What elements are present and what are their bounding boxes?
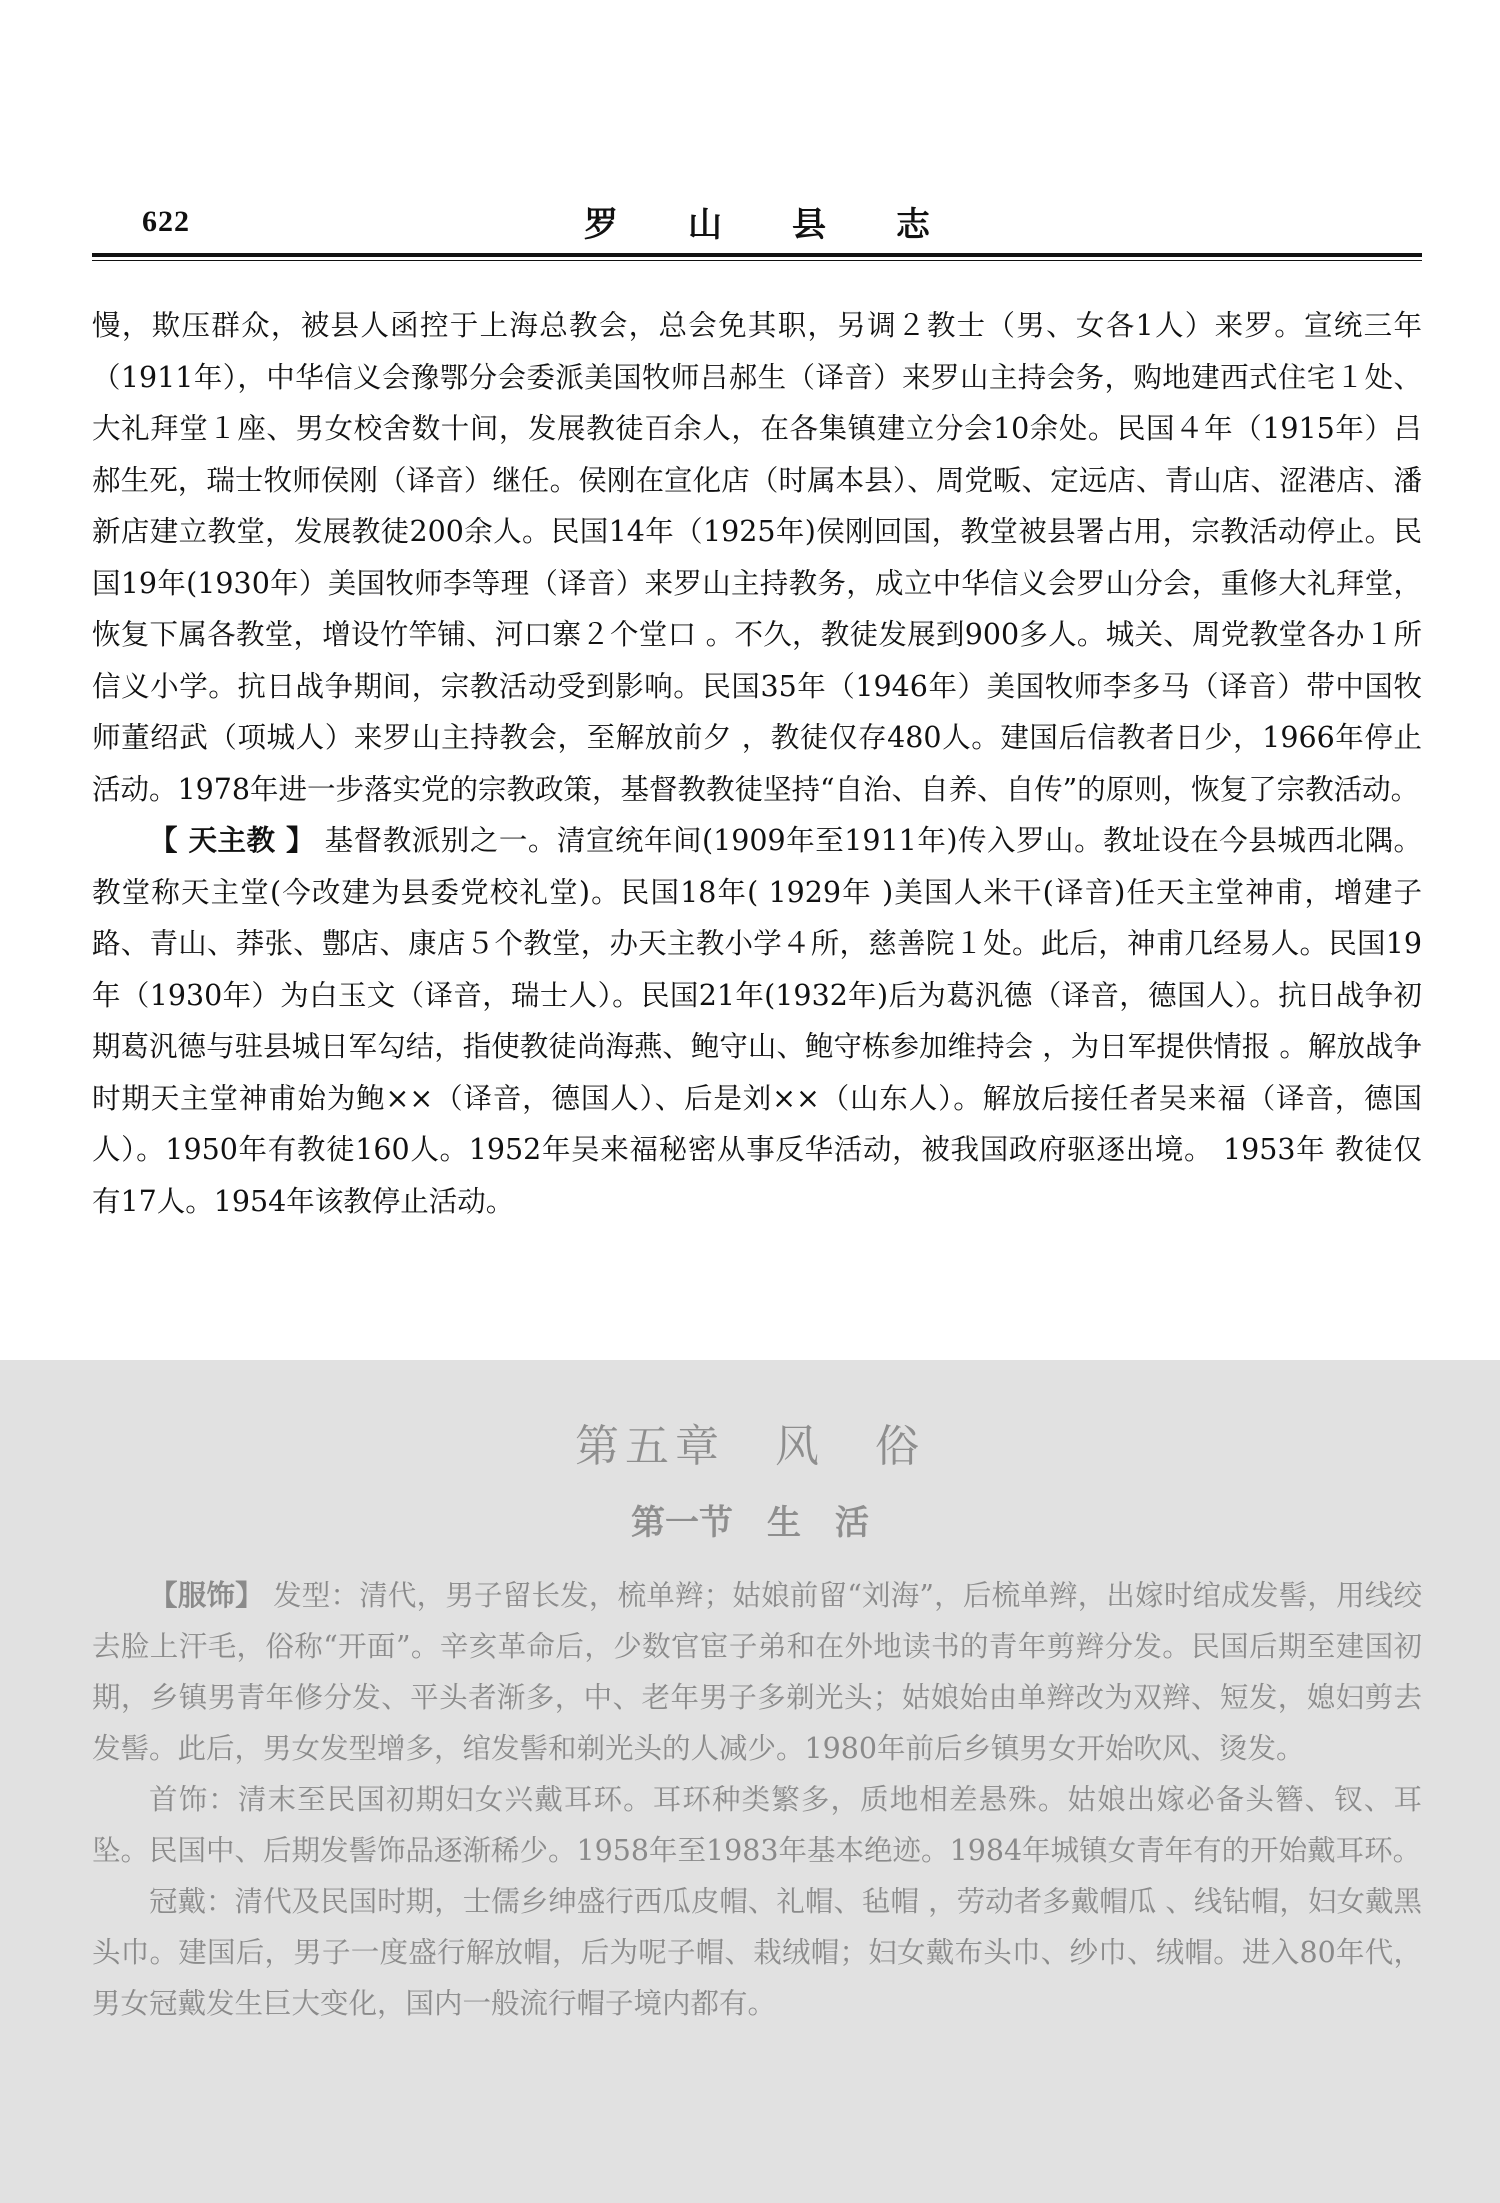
section-title: 第一节 生 活 [631, 1503, 869, 1543]
paragraph-headwear: 冠戴：清代及民国时期，士儒乡绅盛行西瓜皮帽、礼帽、毡帽 ，劳动者多戴帽瓜 、线钻帽，妇女戴黑头巾。建国后，男子一度盛行解放帽，后为呢子帽、栽绒帽；妇女戴布头巾、纱巾、绒帽。进入80年代，男女冠戴发生巨大变化，国内一般流行帽子境内都有。 [92, 1885, 1422, 2020]
page-header [92, 195, 1422, 255]
paragraph-clothing [92, 1570, 1422, 1774]
chapter-title: 第五章 风 俗 [575, 1421, 925, 1472]
paragraph-catholic [92, 815, 1422, 1227]
faded-lower-section [0, 1360, 1500, 2203]
book-title: 罗山县志 [584, 205, 1000, 245]
paragraph-protestant: 慢，欺压群众，被县人函控于上海总教会，总会免其职，另调２教士（男、女各1人）来罗。宣统三年（1911年），中华信义会豫鄂分会委派美国牧师吕郝生（译音）来罗山主持会务，购地建西式住宅１处、大礼拜堂１座、男女校舍数十间，发展教徒百余人，在各集镇建立分会10余处。民国４年（1915年）吕郝生死，瑞士牧师侯刚（译音）继任。侯刚在宣化店（时属本县）、周党畈、定远店、青山店、涩港店、潘新店建立教堂，发展教徒200余人。民国14年（1925年)侯刚回国，教堂被县署占用，宗教活动停止。民国19年(1930年）美国牧师李等理（译音）来罗山主持教务，成立中华信义会罗山分会，重修大礼拜堂，恢复下属各教堂，增设竹竿铺、河口寨２个堂口 。不久，教徒发展到900多人。城关、周党教堂各办１所信义小学。抗日战争期间，宗教活动受到影响。民国35年（1946年）美国牧师李多马（译音）带中国牧师董绍武（项城人）来罗山主持教会，至解放前夕 ，教徒仅存480人。建国后信教者日少，1966年停止活动。1978年进一步落实党的宗教政策，基督教教徒坚持“自治、自养、自传”的原则，恢复了宗教活动。 [92, 309, 1422, 806]
header-rule [92, 253, 1422, 257]
upper-text-block [92, 300, 1422, 1227]
header-rule-thin [92, 260, 1422, 261]
paragraph-jewelry: 首饰：清末至民国初期妇女兴戴耳环。耳环种类繁多，质地相差悬殊。姑娘出嫁必备头簪、钗、耳坠。民国中、后期发髻饰品逐渐稀少。1958年至1983年基本绝迹。1984年城镇女青年有的开始戴耳环。 [92, 1783, 1422, 1867]
catholic-text: 基督教派别之一。清宣统年间(1909年至1911年)传入罗山。教址设在今县城西北隅。教堂称天主堂(今改建为县委党校礼堂)。民国18年( 1929年 )美国人米干(译音)任天主堂神甫，增建子路、青山、莽张、鄷店、康店５个教堂，办天主教小学４所，慈善院１处。此后，神甫几经易人。民国19年（1930年）为白玉文（译音，瑞士人）。民国21年(1932年)后为葛汎德（译音，德国人）。抗日战争初期葛汎德与驻县城日军勾结，指使教徒尚海燕、鲍守山、鲍守栋参加维持会 ，为日军提供情报 。解放战争时期天主堂神甫始为鲍××（译音，德国人）、后是刘××（山东人）。解放后接任者吴来福（译音，德国人）。1950年有教徒160人。1952年吴来福秘密从事反华活动，被我国政府驱逐出境。 1953年 教徒仅有17人。1954年该教停止活动。 [92, 824, 1422, 1218]
term-clothing: 【服饰】 [149, 1578, 264, 1612]
lower-text-block [92, 1570, 1422, 2029]
clothing-text: 发型：清代，男子留长发，梳单辫；姑娘前留“刘海”，后梳单辫，出嫁时绾成发髻，用线绞去脸上汗毛，俗称“开面”。辛亥革命后，少数官宦子弟和在外地读书的青年剪辫分发。民国后期至建国初期，乡镇男青年修分发、平头者渐多，中、老年男子多剃光头；姑娘始由单辫改为双辫、短发，媳妇剪去发髻。此后，男女发型增多，绾发髻和剃光头的人减少。1980年前后乡镇男女开始吹风、烫发。 [92, 1579, 1422, 1765]
page-number: 622 [142, 205, 190, 238]
term-catholic: 【 天主教 】 [149, 823, 316, 857]
